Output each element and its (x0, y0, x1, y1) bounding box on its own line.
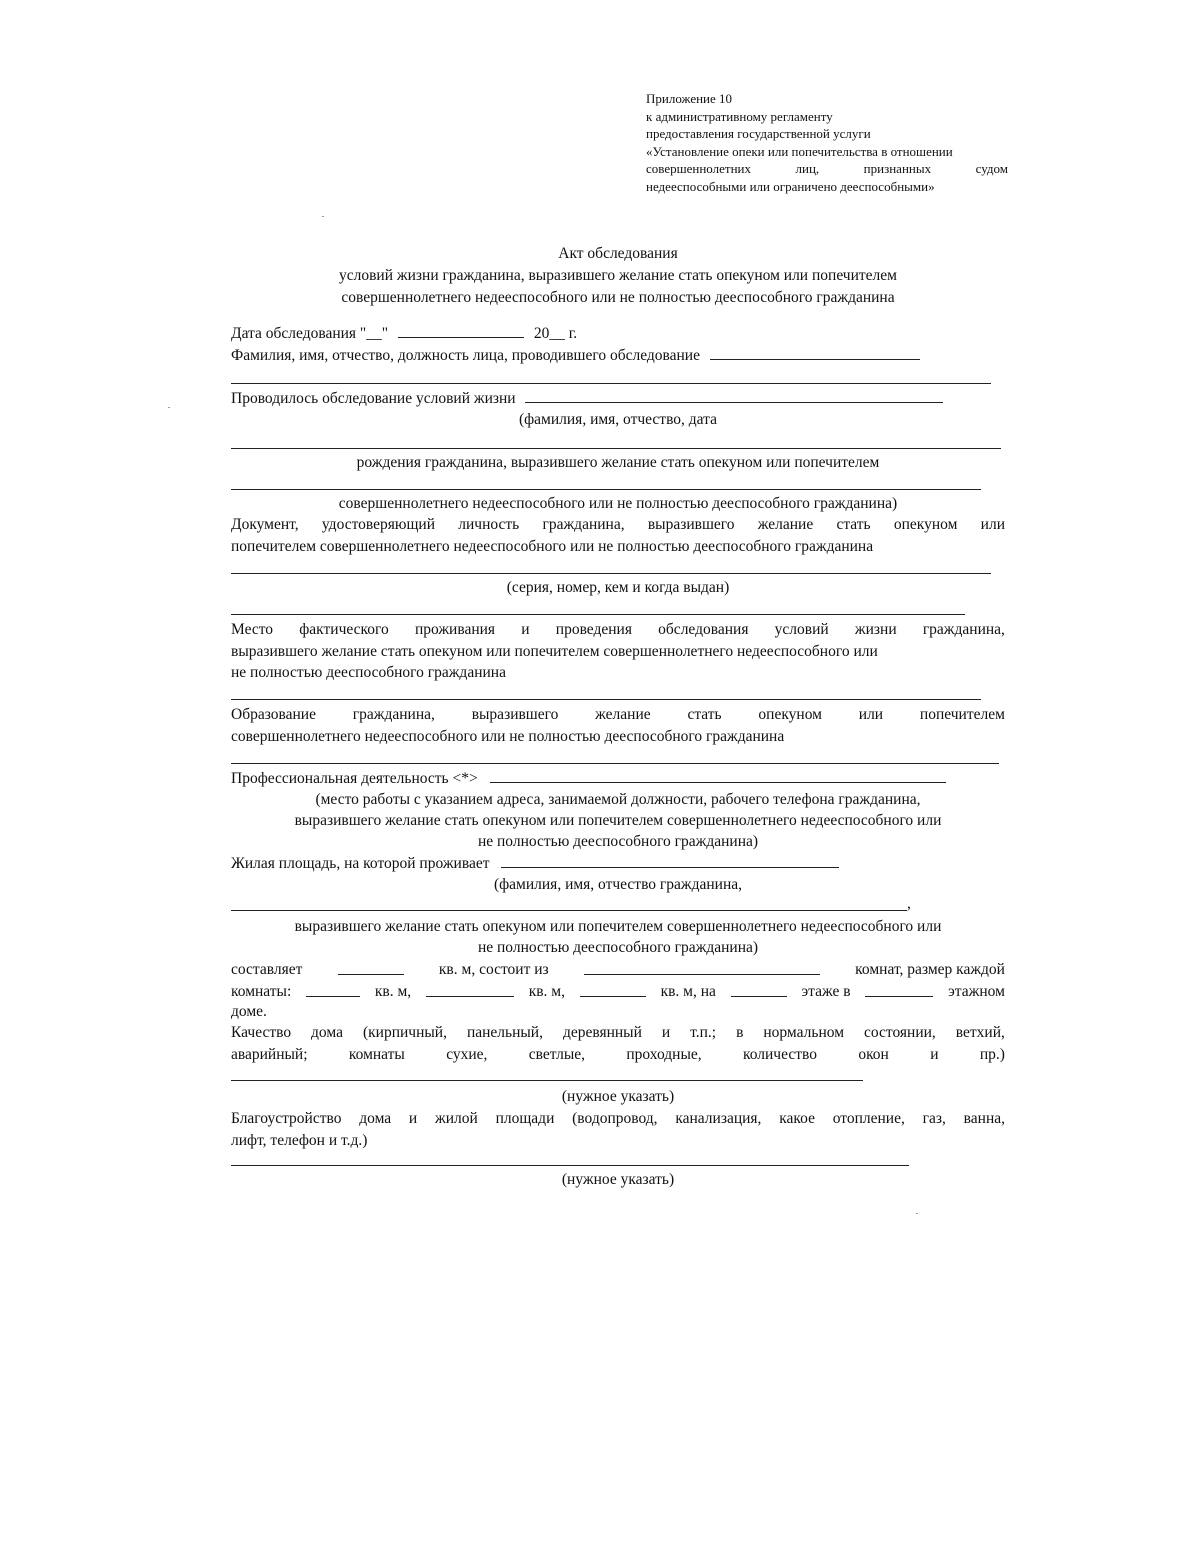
area-line (231, 960, 1005, 980)
word: или (858, 706, 884, 723)
annex-word: лиц, (795, 161, 820, 177)
date-month-blank[interactable] (398, 323, 524, 338)
hint-needed-1: (нужное указать) (561, 1088, 675, 1105)
comfort-answer-line[interactable] (231, 1165, 909, 1166)
living-space-field[interactable] (231, 853, 839, 874)
floors-total-blank[interactable] (865, 982, 933, 997)
word: опекуном (893, 516, 958, 533)
rooms-word: кв. м, (374, 983, 412, 1000)
word: пр.) (979, 1046, 1005, 1063)
word: стать (836, 516, 871, 533)
document-subtitle-2: совершеннолетнего недееспособного или не полностью дееспособного гражданина (341, 289, 895, 306)
document-subtitle-1: условий жизни гражданина, выразившего желание стать опекуном или попечителем (339, 267, 897, 284)
place-text-line-2: выразившего желание стать опекуном или попечителем совершеннолетнего недееспособного или (231, 643, 878, 660)
area-word: кв. м, состоит из (438, 961, 549, 978)
education-text-line-1 (231, 705, 1005, 725)
annex-word: судом (975, 161, 1008, 177)
word: жизни (854, 621, 897, 638)
word: и (661, 1024, 671, 1041)
area-word: комнат, размер каждой (855, 961, 1005, 978)
word: стать (687, 706, 722, 723)
room-2-blank[interactable] (426, 982, 514, 997)
word: гражданина, (922, 621, 1005, 638)
word: деревянный (562, 1024, 642, 1041)
inspection-date-field[interactable] (231, 323, 577, 344)
floor-blank[interactable] (731, 982, 787, 997)
scan-speck (916, 1213, 918, 1214)
education-line[interactable] (231, 763, 999, 764)
hint-birth-end: совершеннолетнего недееспособного или не полностью дееспособного гражданина) (338, 495, 898, 512)
word: Качество (231, 1024, 292, 1041)
document-text-line-1 (231, 515, 1005, 535)
hint-fio-date: (фамилия, имя, отчество, дата (518, 411, 718, 428)
comfort-line-2: лифт, телефон и т.д.) (231, 1132, 368, 1149)
word: обследования (658, 621, 749, 638)
word: сухие, (446, 1046, 488, 1063)
word: нормальном (763, 1024, 845, 1041)
word: комнаты (348, 1046, 405, 1063)
annex-line-5 (646, 160, 1008, 178)
word: аварийный; (231, 1046, 308, 1063)
living-line[interactable] (231, 910, 907, 911)
education-text-line-2: совершеннолетнего недееспособного или не полностью дееспособного гражданина (231, 728, 785, 745)
conducted-field[interactable] (231, 388, 943, 409)
word: выразившего (471, 706, 559, 723)
place-text-line-3: не полностью дееспособного гражданина (231, 664, 506, 681)
hint-needed-2: (нужное указать) (561, 1171, 675, 1188)
word: светлые, (528, 1046, 586, 1063)
annex-line-4: «Установление опеки или попечительства в отношении (646, 143, 953, 159)
scan-speck (168, 407, 170, 408)
inspector-field[interactable] (231, 345, 920, 366)
rooms-word: этаже в (801, 983, 851, 1000)
hint-living-2: выразившего желание стать опекуном или попечителем совершеннолетнего недееспособного или (294, 918, 942, 935)
hint-living-3: не полностью дееспособного гражданина) (477, 939, 759, 956)
rooms-line (231, 982, 1005, 1002)
comfort-line-1: Благоустройство дома и жилой площади (водопровод, канализация, какое отопление, газ, ванна, (231, 1110, 1005, 1127)
word: проживания (414, 621, 496, 638)
word: Документ, (231, 516, 299, 533)
word: проведения (555, 621, 632, 638)
rooms-word: этажном (948, 983, 1005, 1000)
area-sqm-blank[interactable] (338, 960, 404, 975)
place-text-line-1 (231, 620, 1005, 640)
hint-profession-2: выразившего желание стать опекуном или попечителем совершеннолетнего недееспособного или (294, 812, 942, 829)
rooms-count-blank[interactable] (584, 960, 820, 975)
hint-document: (серия, номер, кем и когда выдан) (506, 579, 730, 596)
word: условий (774, 621, 829, 638)
word: или (980, 516, 1005, 533)
word: Место (231, 621, 274, 638)
word: окон (858, 1046, 889, 1063)
word: т.п.; (690, 1024, 717, 1041)
word: и (930, 1046, 939, 1063)
date-label: Дата обследования "__" (231, 325, 389, 342)
word: попечителем (919, 706, 1005, 723)
word: гражданина, (352, 706, 435, 723)
conducted-blank[interactable] (525, 388, 943, 403)
word: проходные, (626, 1046, 702, 1063)
scan-speck (322, 216, 324, 217)
word: состоянии, (864, 1024, 936, 1041)
rooms-word: кв. м, на (660, 983, 716, 1000)
annex-line-1: Приложение 10 (646, 91, 733, 106)
annex-word: совершеннолетних (646, 161, 751, 177)
date-year: 20__ г. (533, 325, 578, 342)
word: и (521, 621, 530, 638)
document-text-line-2: попечителем совершеннолетнего недееспособного или не полностью дееспособного гражданина (231, 538, 874, 555)
inspector-label: Фамилия, имя, отчество, должность лица, проводившего обследование (231, 347, 700, 364)
house-end: доме. (231, 1003, 267, 1020)
word: выразившего (647, 516, 735, 533)
annex-header (646, 90, 1008, 196)
rooms-word: кв. м, (528, 983, 565, 1000)
word: личность (458, 516, 520, 533)
annex-line-6: недееспособными или ограничено дееспособными» (646, 178, 935, 194)
word: гражданина, (542, 516, 625, 533)
conducted-label: Проводилось обследование условий жизни (231, 390, 516, 407)
profession-field[interactable] (231, 768, 946, 789)
inspector-line-2[interactable] (231, 383, 991, 384)
word: опекуном (758, 706, 822, 723)
word: ветхий, (955, 1024, 1005, 1041)
word: желание (595, 706, 651, 723)
quality-line-1 (231, 1023, 1005, 1043)
word: Образование (231, 706, 316, 723)
document-line-2[interactable] (231, 614, 965, 615)
birth-line[interactable] (231, 448, 1001, 449)
word: дома (311, 1024, 343, 1041)
word: в (736, 1024, 744, 1041)
living-space-label: Жилая площадь, на которой проживает (231, 855, 490, 872)
rooms-word: комнаты: (231, 983, 292, 1000)
living-comma: , (907, 895, 911, 912)
hint-living: (фамилия, имя, отчество гражданина, (493, 876, 743, 893)
word: удостоверяющий (321, 516, 435, 533)
hint-birth: рождения гражданина, выразившего желание стать опекуном или попечителем (356, 454, 880, 471)
word: (кирпичный, (362, 1024, 447, 1041)
quality-answer-line[interactable] (231, 1080, 863, 1081)
annex-line-3: предоставления государственной услуги (646, 126, 871, 142)
word: фактического (299, 621, 389, 638)
room-3-blank[interactable] (580, 982, 646, 997)
word: желание (757, 516, 814, 533)
living-space-blank[interactable] (501, 853, 839, 868)
place-line[interactable] (231, 699, 981, 700)
annex-word: признанных (863, 161, 932, 177)
word: панельный, (466, 1024, 543, 1041)
area-word: составляет (231, 961, 303, 978)
birth-line-2[interactable] (231, 489, 981, 490)
word: количество (742, 1046, 817, 1063)
hint-profession-1: (место работы с указанием адреса, занимаемой должности, рабочего телефона гражданина, (315, 791, 921, 808)
room-1-blank[interactable] (306, 982, 360, 997)
annex-line-2: к административному регламенту (646, 108, 833, 124)
quality-line-2 (231, 1045, 1005, 1065)
profession-blank[interactable] (490, 768, 946, 783)
document-title: Акт обследования (558, 245, 678, 262)
profession-label: Профессиональная деятельность <*> (231, 770, 478, 787)
document-line[interactable] (231, 573, 991, 574)
inspector-blank[interactable] (710, 345, 920, 360)
hint-profession-3: не полностью дееспособного гражданина) (477, 833, 759, 850)
